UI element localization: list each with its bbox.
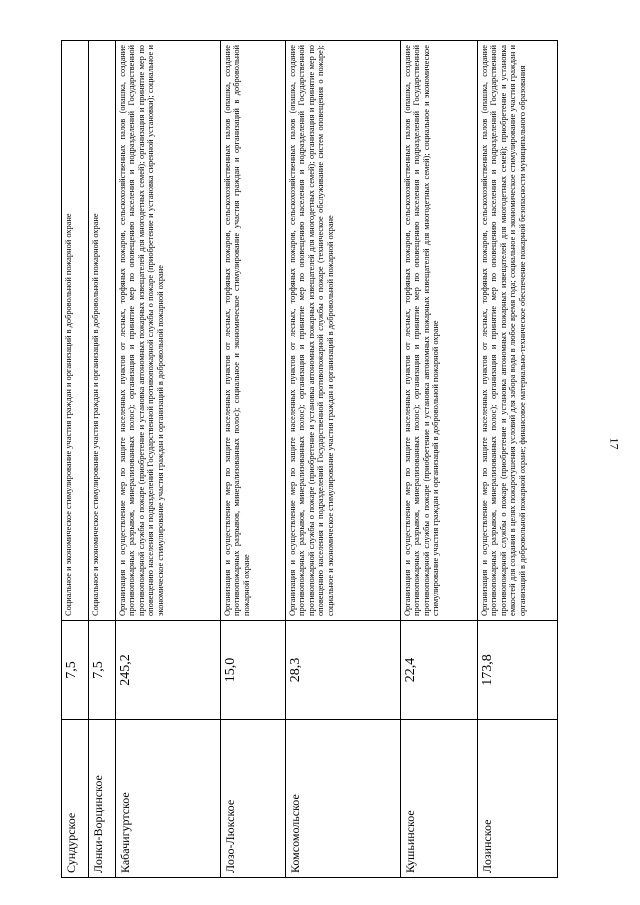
table-row (89, 41, 116, 878)
amount-cell: 7,5 (89, 621, 116, 720)
table-row (221, 41, 286, 878)
description-cell: Организация и осуществление мер по защите населенных пунктов от лесных, торфяных пожаров, сельскохозяйственных палов (опашка, создание противопожарных разрывов, минерализованных полос); организация и принятие мер по оповещению населения и подразделений Государственной противопожарной службы о пожаре (приобретение и установка автономных пожарных извещателей для многодетных семей); организация и принятие мер по оповещению населения и подразделений Государственной противопожарной службы о пожаре (приобретение и установка сиренной установки); социальное и экономическое стимулирование участия граждан и организаций в добровольной пожарной охране (116, 41, 221, 621)
table-row (62, 41, 89, 878)
fire-safety-allocation-table (61, 40, 558, 878)
description-cell: Социальное и экономическое стимулирование участия граждан и организаций в добровольной пожарной охране (89, 41, 116, 621)
page-number: 17 (607, 437, 622, 450)
description-cell: Организация и осуществление мер по защите населенных пунктов от лесных, торфяных пожаров, сельскохозяйственных палов (опашка, создание противопожарных разрывов, минерализованных полос); организация и принятие мер по оповещению населения и подразделений Государственной противопожарной службы о пожаре (приобретение и установка автономных пожарных извещателей для многодетных семей); приобретение и установка емкостей для создания в целях пожаротушения условий для забора воды в любое время года; социальное и экономическое стимулирование участия граждан и организаций в добровольной пожарной охране; финансовое материально-техническое обеспечение пожарной безопасности муниципального образования (478, 41, 558, 621)
rotated-table-container (61, 40, 557, 878)
settlement-name-cell: Кабачигуртское (116, 720, 221, 878)
amount-cell: 173,8 (478, 621, 558, 720)
amount-cell: 245,2 (116, 621, 221, 720)
settlement-name-cell: Лонки-Ворцинское (89, 720, 116, 878)
table-row (401, 41, 478, 878)
amount-cell: 22,4 (401, 621, 478, 720)
amount-cell: 15,0 (221, 621, 286, 720)
settlement-name-cell: Кушьинское (401, 720, 478, 878)
description-cell: Социальное и экономическое стимулирование участия граждан и организаций в добровольной пожарной охране (62, 41, 89, 621)
amount-cell: 7,5 (62, 621, 89, 720)
description-cell: Организация и осуществление мер по защите населенных пунктов от лесных, торфяных пожаров, сельскохозяйственных палов (опашка, создание противопожарных разрывов, минерализованных полос); социальное и экономическое стимулирование участия граждан и организаций в добровольной пожарной охране (221, 41, 286, 621)
table-row (116, 41, 221, 878)
table-row (286, 41, 401, 878)
settlement-name-cell: Лозо-Люкское (221, 720, 286, 878)
settlement-name-cell: Комсомольское (286, 720, 401, 878)
table-row (478, 41, 558, 878)
description-cell: Организация и осуществление мер по защите населенных пунктов от лесных, торфяных пожаров, сельскохозяйственных палов (опашка, создание противопожарных разрывов, минерализованных полос); организация и принятие мер по оповещению населения и подразделений Государственной противопожарной службы о пожаре (приобретение и установка автономных пожарных извещателей для многодетных семей); организация и принятие мер по оповещению населения и подразделений Государственной противопожарной службы о пожаре (техническое обслуживание систем оповещения о пожаре); социальное и экономическое стимулирование участия граждан и организаций в добровольной пожарной охране (286, 41, 401, 621)
settlement-name-cell: Сундурское (62, 720, 89, 878)
amount-cell: 28,3 (286, 621, 401, 720)
description-cell: Организация и осуществление мер по защите населенных пунктов от лесных, торфяных пожаров, сельскохозяйственных палов (опашка, создание противопожарных разрывов, минерализованных полос); организация и принятие мер по оповещению населения и подразделений Государственной противопожарной службы о пожаре (приобретение и установка автономных пожарных извещателей для многодетных семей); социальное и экономическое стимулирование участия граждан и организаций в добровольной пожарной охране (401, 41, 478, 621)
settlement-name-cell: Лозинское (478, 720, 558, 878)
